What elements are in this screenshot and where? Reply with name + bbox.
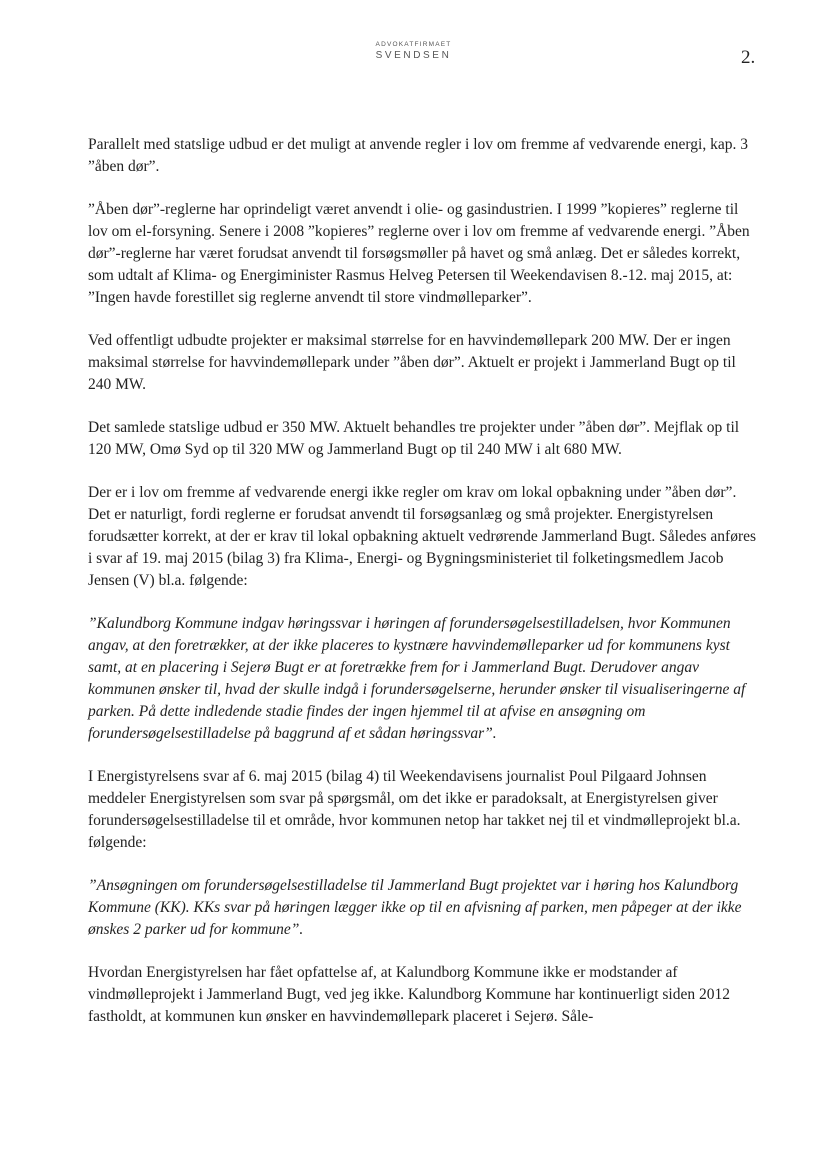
paragraph-total-tender: Det samlede statslige udbud er 350 MW. Aktuelt behandles tre projekter under ”åben dør”. Mejflak op til 120 MW, Omø Syd op til 320 MW og Jammerland Bugt op til 240 MW i alt 680 MW.	[88, 419, 740, 458]
paragraph-conclusion: Hvordan Energistyrelsen har fået opfattelse af, at Kalundborg Kommune ikke er modstander af vindmølleprojekt i Jammerland Bugt, ved jeg ikke. Kalundborg Kommune har kontinuerligt siden 2012 fastholdt, at kommunen kun ønsker en havvindemøllepark placeret i Sejerø. Såle-	[88, 964, 730, 1025]
letterhead-firm-name: SVENDSEN	[375, 50, 452, 61]
paragraph-local-support: Der er i lov om fremme af vedvarende energi ikke regler om krav om lokal opbakning under ”åben dør”. Det er naturligt, fordi reglerne er forudsat anvendt til forsøgsanlæg og små projekter. Energistyrelsen forudsætter korrekt, at der er krav til lokal opbakning aktuelt vedrørende Jammerland Bugt. Således anføres i svar af 19. maj 2015 (bilag 3) fra Klima-, Energi- og Bygningsministeriet til folketingsmedlem Jacob Jensen (V) bl.a. følgende:	[88, 484, 757, 589]
paragraph-open-door-history: ”Åben dør”-reglerne har oprindeligt været anvendt i olie- og gasindustrien. I 1999 ”kopieres” reglerne til lov om el-forsyning. Senere i 2008 ”kopieres” reglerne over i lov om fremme af vedvarende energi. ”Åben dør”-reglerne har været forudsat anvendt til forsøgsmøller på havet og små anlæg. Det er således korrekt, som udtalt af Klima- og Energiminister Rasmus Helveg Petersen til Weekendavisen 8.-12. maj 2015, at: ”Ingen havde forestillet sig reglerne anvendt til store vindmølleparker”.	[88, 201, 750, 306]
letterhead	[0, 40, 827, 62]
document-body	[88, 134, 760, 1049]
letterhead-firm-type: ADVOKATFIRMAET	[375, 41, 452, 48]
quote-ministry-answer: ”Kalundborg Kommune indgav høringssvar i høringen af forundersøgelsestilladelsen, hvor Kommunen angav, at den foretrækker, at der ikke placeres to kystnære havvindemølleparker ud for kommunens kyst samt, at en placering i Sejerø Bugt er at foretrække frem for i Jammerland Bugt. Derudover angav kommunen ønsker til, hvad der skulle indgå i forundersøgelserne, herunder ønsker til visualiseringerne af parken. På dette indledende stadie findes der ingen hjemmel til at afvise en ansøgning om forundersøgelsestilladelse på baggrund af et sådan høringssvar”.	[88, 615, 746, 742]
page-number: 2.	[741, 47, 756, 68]
paragraph-open-door-intro: Parallelt med statslige udbud er det muligt at anvende regler i lov om fremme af vedvarende energi, kap. 3 ”åben dør”.	[88, 136, 748, 175]
quote-agency-answer: ”Ansøgningen om forundersøgelsestilladelse til Jammerland Bugt projektet var i høring hos Kalundborg Kommune (KK). KKs svar på høringen lægger ikke op til en afvisning af parken, men påpeger at der ikke ønskes 2 parker ud for kommune”.	[88, 877, 742, 938]
paragraph-agency-answer: I Energistyrelsens svar af 6. maj 2015 (bilag 4) til Weekendavisens journalist Poul Pilgaard Johnsen meddeler Energistyrelsen som svar på spørgsmål, om det ikke er paradoksalt, at Energistyrelsen giver forundersøgelsestilladelse til et område, hvor kommunen netop har takket nej til et vindmølleprojekt bl.a. følgende:	[88, 768, 741, 851]
paragraph-max-size: Ved offentligt udbudte projekter er maksimal størrelse for en havvindemøllepark 200 MW. Der er ingen maksimal størrelse for havvindemøllepark under ”åben dør”. Aktuelt er projekt i Jammerland Bugt op til 240 MW.	[88, 332, 736, 393]
